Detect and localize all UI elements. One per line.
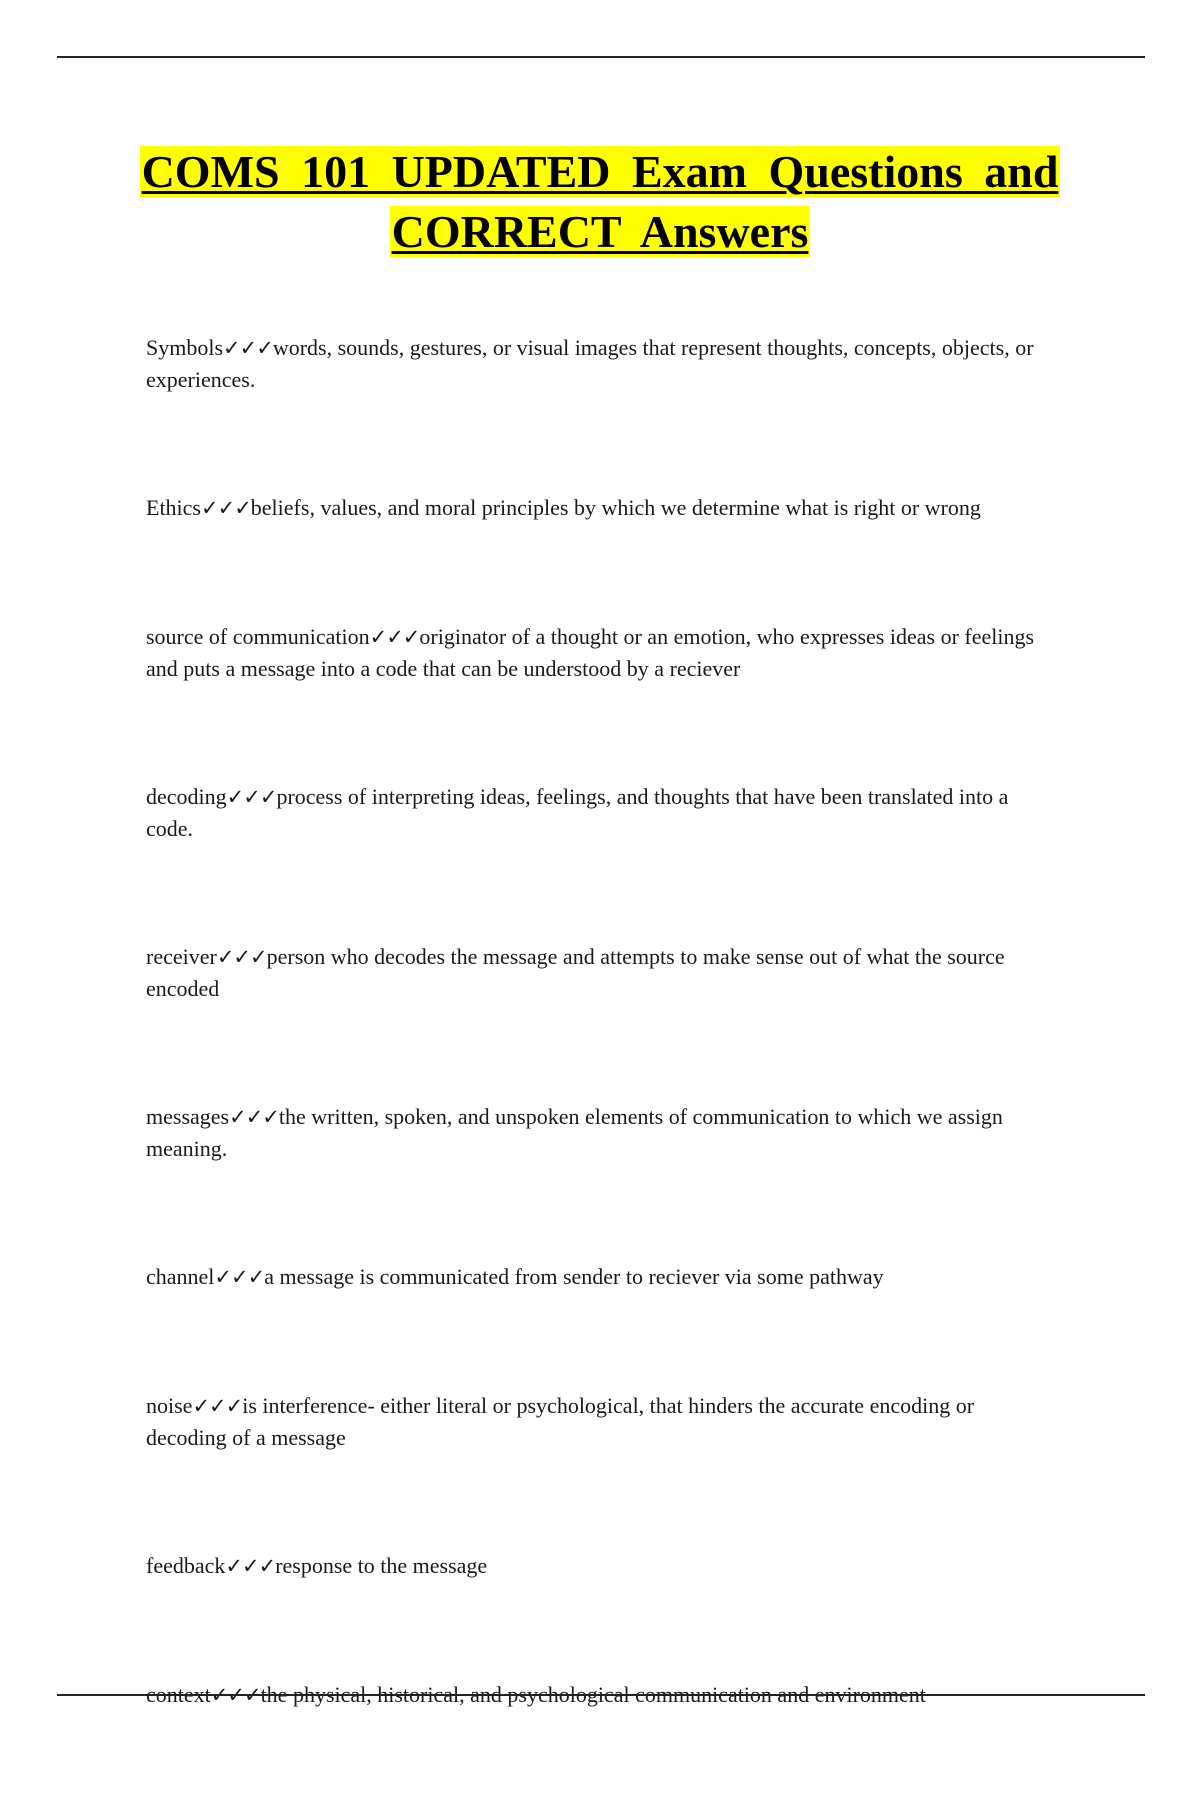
- check-marks-icon: ✓✓✓: [216, 945, 267, 969]
- entry-definition: a message is communicated from sender to reciever via some pathway: [264, 1264, 884, 1289]
- check-marks-icon: ✓✓✓: [210, 1683, 261, 1707]
- entry-term: Ethics: [146, 495, 201, 520]
- list-item: [146, 1261, 1056, 1293]
- document-title: [120, 142, 1080, 262]
- list-item: [146, 1101, 1056, 1164]
- check-marks-icon: ✓✓✓: [369, 625, 420, 649]
- list-item: [146, 1550, 1056, 1582]
- entry-term: receiver: [146, 944, 217, 969]
- check-marks-icon: ✓✓✓: [201, 496, 251, 520]
- list-item: [146, 492, 1056, 524]
- footer-rule: [57, 1694, 1145, 1696]
- entry-definition: is interference- either literal or psychological, that hinders the accurate encoding or decoding of a message: [146, 1393, 975, 1450]
- entry-definition: beliefs, values, and moral principles by which we determine what is right or wrong: [250, 495, 981, 520]
- check-marks-icon: ✓✓✓: [225, 1554, 276, 1578]
- document-title-text: COMS 101 UPDATED Exam Questions and CORRECT Answers: [141, 146, 1059, 257]
- list-item: [146, 941, 1056, 1004]
- entry-term: source of communication: [146, 624, 370, 649]
- list-item: [146, 781, 1056, 844]
- list-item: [146, 332, 1056, 395]
- check-marks-icon: ✓✓✓: [223, 336, 273, 360]
- entry-definition: person who decodes the message and attempts to make sense out of what the source encoded: [146, 944, 1005, 1001]
- entry-definition: the physical, historical, and psychological communication and environment: [260, 1682, 926, 1707]
- flashcard-list: [146, 332, 1056, 1808]
- entry-term: Symbols: [146, 335, 224, 360]
- entry-definition: the written, spoken, and unspoken elements of communication to which we assign meaning.: [146, 1104, 1003, 1161]
- entry-definition: process of interpreting ideas, feelings, and thoughts that have been translated into a code.: [146, 784, 1009, 841]
- check-marks-icon: ✓✓✓: [229, 1105, 279, 1129]
- entry-term: noise: [146, 1393, 193, 1418]
- list-item: [146, 621, 1056, 684]
- check-marks-icon: ✓✓✓: [214, 1265, 265, 1289]
- check-marks-icon: ✓✓✓: [192, 1394, 243, 1418]
- entry-term: context: [146, 1682, 211, 1707]
- entry-definition: words, sounds, gestures, or visual images that represent thoughts, concepts, objects, or experiences.: [146, 335, 1034, 392]
- list-item: [146, 1390, 1056, 1453]
- entry-definition: response to the message: [275, 1553, 488, 1578]
- header-rule: [57, 56, 1145, 58]
- entry-term: messages: [146, 1104, 230, 1129]
- entry-term: channel: [146, 1264, 215, 1289]
- entry-definition: originator of a thought or an emotion, who expresses ideas or feelings and puts a message into a code that can be understood by a reciever: [146, 624, 1035, 681]
- entry-term: decoding: [146, 784, 227, 809]
- entry-term: feedback: [146, 1553, 226, 1578]
- check-marks-icon: ✓✓✓: [226, 785, 277, 809]
